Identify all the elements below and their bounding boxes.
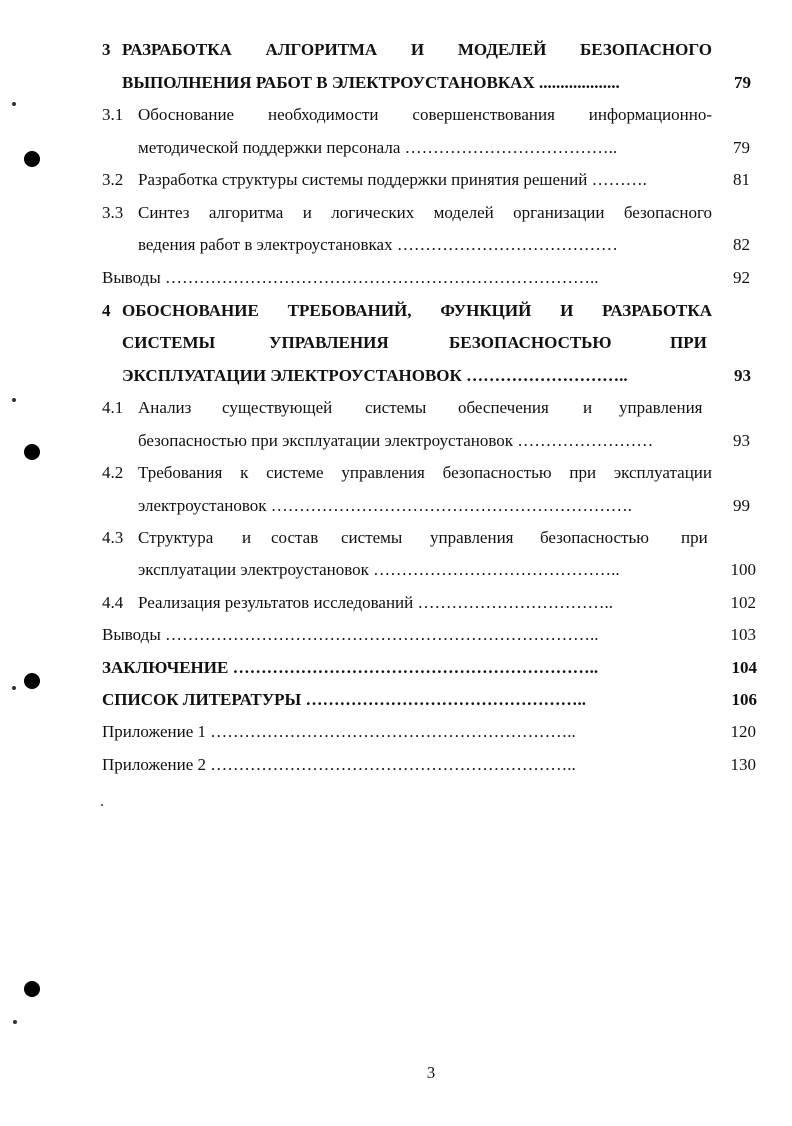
toc-references[interactable] bbox=[0, 684, 792, 716]
toc-references-page: 106 bbox=[731, 690, 757, 709]
toc-section-4-3-word-6: безопасностью bbox=[540, 528, 649, 547]
toc-section-4-3-word-2: и bbox=[242, 528, 252, 547]
scan-speck bbox=[13, 1020, 17, 1024]
toc-section-4-3-title-cont: эксплуатации электроустановок …………………………………….. bbox=[138, 560, 620, 579]
toc-section-3-1-cont[interactable] bbox=[0, 132, 792, 164]
toc-chapter-3-title: РАЗРАБОТКА АЛГОРИТМА И МОДЕЛЕЙ БЕЗОПАСНОГО bbox=[122, 40, 712, 59]
toc-section-3-1-title: Обоснование необходимости совершенствования информационно- bbox=[138, 105, 712, 124]
toc-appendix-2[interactable] bbox=[0, 749, 792, 781]
toc-chapter-4-title-cont: ЭКСПЛУАТАЦИИ ЭЛЕКТРОУСТАНОВОК ……………………….. bbox=[122, 366, 628, 385]
toc-chapter-4-title: ОБОСНОВАНИЕ ТРЕБОВАНИЙ, ФУНКЦИЙ И РАЗРАБОТКА bbox=[122, 301, 712, 320]
toc-chapter-4-word-2: УПРАВЛЕНИЯ bbox=[269, 333, 389, 352]
toc-chapter-4-word-1: СИСТЕМЫ bbox=[122, 333, 216, 352]
toc-section-4-1[interactable] bbox=[0, 392, 792, 424]
toc-chapter-4-cont-2[interactable] bbox=[0, 360, 792, 392]
toc-section-4-2-cont[interactable] bbox=[0, 490, 792, 522]
toc-section-3-2-page: 81 bbox=[733, 170, 750, 189]
toc-section-4-1-word-1: Анализ bbox=[138, 398, 192, 417]
toc-section-4-3-word-7: при bbox=[681, 528, 708, 547]
toc-section-3-3-num: 3.3 bbox=[102, 203, 124, 222]
page-number: 3 bbox=[426, 1063, 436, 1082]
toc-chapter-3-cont[interactable] bbox=[0, 67, 792, 99]
toc-section-4-2-title-cont: электроустановок ………………………………………………………. bbox=[138, 496, 633, 515]
toc-section-4-1-word-2: существующей bbox=[222, 398, 333, 417]
toc-conclusions-3[interactable] bbox=[0, 262, 792, 294]
toc-section-3-3-page: 82 bbox=[733, 235, 750, 254]
toc-conclusions-4[interactable] bbox=[0, 619, 792, 651]
toc-chapter-4-page: 93 bbox=[734, 366, 751, 385]
binder-hole bbox=[24, 981, 40, 997]
toc-section-3-1-page: 79 bbox=[733, 138, 750, 157]
toc-section-3-1[interactable] bbox=[0, 99, 792, 131]
toc-chapter-3-num: 3 bbox=[102, 40, 111, 59]
toc-conclusions-4-label: Выводы ………………………………………………………………….. bbox=[102, 625, 599, 644]
toc-appendix-2-page: 130 bbox=[730, 755, 756, 774]
scan-speck bbox=[101, 804, 103, 806]
toc-section-4-1-cont[interactable] bbox=[0, 425, 792, 457]
toc-section-4-4-title: Реализация результатов исследований …………………………….. bbox=[138, 593, 613, 612]
toc-section-4-1-num: 4.1 bbox=[102, 398, 124, 417]
toc-conclusions-3-label: Выводы ………………………………………………………………….. bbox=[102, 268, 599, 287]
toc-section-4-4-page: 102 bbox=[730, 593, 756, 612]
toc-references-label: СПИСОК ЛИТЕРАТУРЫ ………………………………………….. bbox=[102, 690, 587, 709]
toc-appendix-1[interactable] bbox=[0, 716, 792, 748]
toc-section-4-3-word-3: состав bbox=[271, 528, 319, 547]
toc-chapter-4[interactable] bbox=[0, 295, 792, 327]
toc-section-4-3[interactable] bbox=[0, 522, 792, 554]
toc-chapter-4-word-3: БЕЗОПАСНОСТЬЮ bbox=[449, 333, 612, 352]
toc-section-4-3-num: 4.3 bbox=[102, 528, 124, 547]
toc-section-4-3-word-5: управления bbox=[430, 528, 514, 547]
toc-section-4-4[interactable] bbox=[0, 587, 792, 619]
toc-chapter-4-num: 4 bbox=[102, 301, 111, 320]
toc-conclusion-page: 104 bbox=[731, 658, 757, 677]
toc-section-4-3-word-1: Структура bbox=[138, 528, 214, 547]
toc-section-3-3-cont[interactable] bbox=[0, 229, 792, 261]
toc-appendix-1-label: Приложение 1 ……………………………………………………….. bbox=[102, 722, 576, 741]
toc-section-3-1-num: 3.1 bbox=[102, 105, 124, 124]
toc-section-4-1-word-3: системы bbox=[365, 398, 427, 417]
toc-conclusion[interactable] bbox=[0, 652, 792, 684]
toc-section-4-3-word-4: системы bbox=[341, 528, 403, 547]
toc-section-4-2-page: 99 bbox=[733, 496, 750, 515]
toc-chapter-3[interactable] bbox=[0, 34, 792, 66]
toc-section-4-1-word-6: управления bbox=[619, 398, 703, 417]
toc-chapter-4-word-4: ПРИ bbox=[670, 333, 707, 352]
toc-section-3-1-title-cont: методической поддержки персонала ……………………………….. bbox=[138, 138, 618, 157]
toc-section-4-1-title-cont: безопасностью при эксплуатации электроустановок …………………… bbox=[138, 431, 654, 450]
toc-section-3-2-title: Разработка структуры системы поддержки принятия решений ………. bbox=[138, 170, 647, 189]
toc-section-3-2-num: 3.2 bbox=[102, 170, 124, 189]
toc-section-4-1-word-5: и bbox=[583, 398, 593, 417]
toc-section-4-2[interactable] bbox=[0, 457, 792, 489]
toc-section-4-3-page: 100 bbox=[730, 560, 756, 579]
toc-section-4-3-cont[interactable] bbox=[0, 554, 792, 586]
toc-conclusion-label: ЗАКЛЮЧЕНИЕ ……………………………………………………….. bbox=[102, 658, 599, 677]
toc-chapter-3-title-cont: ВЫПОЛНЕНИЯ РАБОТ В ЭЛЕКТРОУСТАНОВКАХ ................... bbox=[122, 73, 620, 92]
toc-section-4-2-num: 4.2 bbox=[102, 463, 124, 482]
toc-section-3-3-title-cont: ведения работ в электроустановках ………………………………… bbox=[138, 235, 618, 254]
toc-conclusions-3-page: 92 bbox=[733, 268, 750, 287]
toc-appendix-1-page: 120 bbox=[730, 722, 756, 741]
toc-chapter-3-page: 79 bbox=[734, 73, 751, 92]
toc-appendix-2-label: Приложение 2 ……………………………………………………….. bbox=[102, 755, 576, 774]
toc-section-4-4-num: 4.4 bbox=[102, 593, 124, 612]
toc-section-4-1-word-4: обеспечения bbox=[458, 398, 549, 417]
toc-section-4-1-page: 93 bbox=[733, 431, 750, 450]
toc-section-3-2[interactable] bbox=[0, 164, 792, 196]
toc-section-4-2-title: Требования к системе управления безопасностью при эксплуатации bbox=[138, 463, 712, 482]
toc-section-3-3[interactable] bbox=[0, 197, 792, 229]
toc-section-3-3-title: Синтез алгоритма и логических моделей организации безопасного bbox=[138, 203, 712, 222]
toc-chapter-4-cont[interactable] bbox=[0, 327, 792, 359]
toc-conclusions-4-page: 103 bbox=[730, 625, 756, 644]
